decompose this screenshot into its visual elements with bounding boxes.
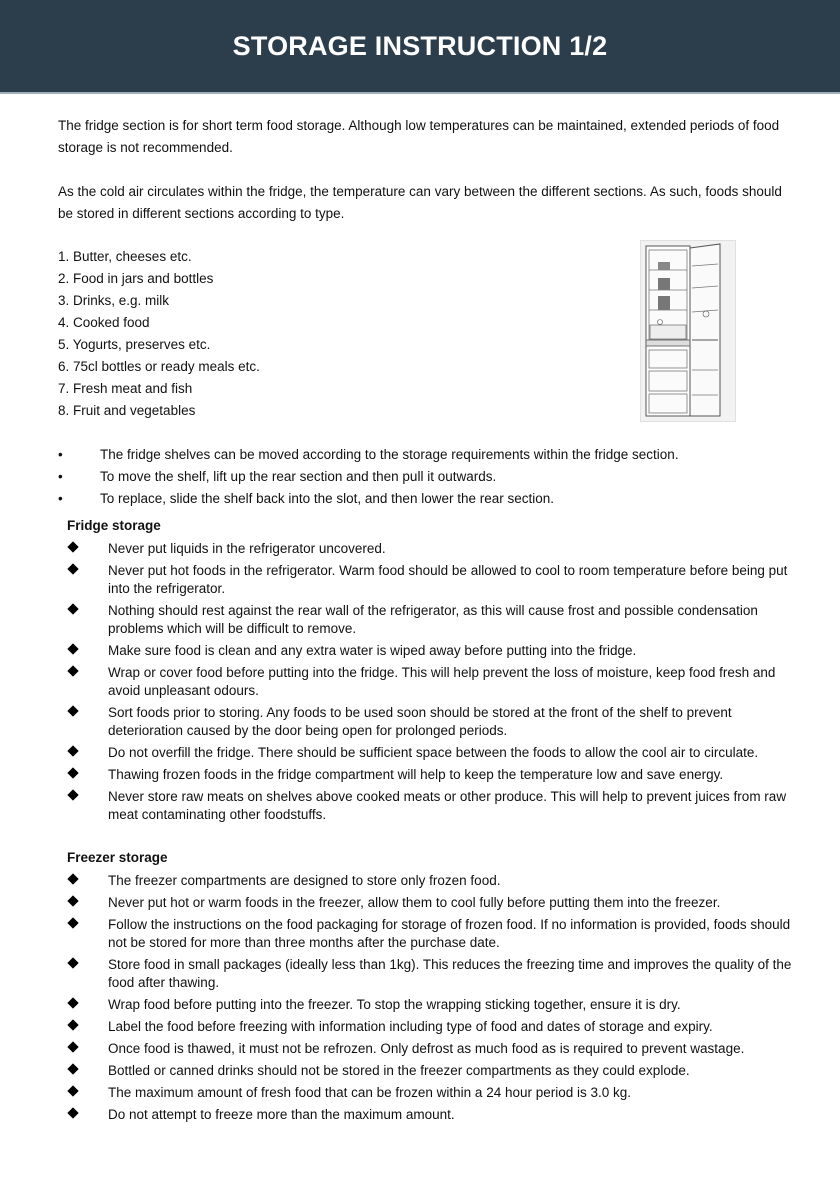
list-item: Label the food before freezing with information including type of food and dates of storage and expiry. <box>67 1018 797 1036</box>
fridge-storage-heading: Fridge storage <box>67 518 161 533</box>
fridge-storage-list <box>67 540 797 828</box>
diamond-bullet-icon <box>67 895 78 906</box>
page-header <box>0 0 840 94</box>
diamond-bullet-icon <box>67 1019 78 1030</box>
list-item: Bottled or canned drinks should not be stored in the freezer compartments as they could explode. <box>67 1062 797 1080</box>
list-item: Wrap food before putting into the freezer. To stop the wrapping sticking together, ensure it is dry. <box>67 996 797 1014</box>
list-item: Never put hot or warm foods in the freezer, allow them to cool fully before putting them into the freezer. <box>67 894 797 912</box>
intro-paragraph-1: The fridge section is for short term food storage. Although low temperatures can be maintained, extended periods of food storage is not recommended. <box>58 118 780 155</box>
list-item: 8. Fruit and vegetables <box>58 403 196 418</box>
list-item: Thawing frozen foods in the fridge compartment will help to keep the temperature low and save energy. <box>67 766 797 784</box>
list-item: 6. 75cl bottles or ready meals etc. <box>58 359 260 374</box>
list-item: Never put hot foods in the refrigerator. Warm food should be allowed to cool to room temperature before being put into the refrigerator. <box>67 562 797 598</box>
bullet-dot-icon: • <box>58 469 63 484</box>
diamond-bullet-icon <box>67 1041 78 1052</box>
numbered-storage-list <box>58 246 260 422</box>
list-item: Make sure food is clean and any extra water is wiped away before putting into the fridge. <box>67 642 797 660</box>
freezer-storage-list <box>67 872 797 1128</box>
list-item: • To move the shelf, lift up the rear section and then pull it outwards. <box>58 466 679 488</box>
freezer-storage-heading: Freezer storage <box>67 850 168 865</box>
diamond-bullet-icon <box>67 1085 78 1096</box>
list-item: 2. Food in jars and bottles <box>58 271 214 286</box>
diamond-bullet-icon <box>67 563 78 574</box>
diamond-bullet-icon <box>67 873 78 884</box>
fridge-diagram-illustration <box>640 240 736 422</box>
diamond-bullet-icon <box>67 643 78 654</box>
diamond-bullet-icon <box>67 745 78 756</box>
list-item: Once food is thawed, it must not be refrozen. Only defrost as much food as is required to prevent wastage. <box>67 1040 797 1058</box>
diamond-bullet-icon <box>67 997 78 1008</box>
intro-paragraph-2: As the cold air circulates within the fridge, the temperature can vary between the different sections. As such, foods should be stored in different sections according to type. <box>58 184 782 221</box>
list-item: Nothing should rest against the rear wall of the refrigerator, as this will cause frost and possible condensation problems which will be difficult to remove. <box>67 602 797 638</box>
diamond-bullet-icon <box>67 541 78 552</box>
list-item: Never store raw meats on shelves above cooked meats or other produce. This will help to prevent juices from raw meat contaminating other foodstuffs. <box>67 788 797 824</box>
list-item: Do not attempt to freeze more than the maximum amount. <box>67 1106 797 1124</box>
list-item: The maximum amount of fresh food that can be frozen within a 24 hour period is 3.0 kg. <box>67 1084 797 1102</box>
list-item: Follow the instructions on the food packaging for storage of frozen food. If no information is provided, foods should not be stored for more than three months after the purchase date. <box>67 916 797 952</box>
shelf-bullet-list <box>58 444 679 510</box>
list-item: 1. Butter, cheeses etc. <box>58 249 192 264</box>
diamond-bullet-icon <box>67 917 78 928</box>
diamond-bullet-icon <box>67 665 78 676</box>
diamond-bullet-icon <box>67 1107 78 1118</box>
diamond-bullet-icon <box>67 603 78 614</box>
diamond-bullet-icon <box>67 957 78 968</box>
page-title: STORAGE INSTRUCTION 1/2 <box>232 30 608 61</box>
list-item: Sort foods prior to storing. Any foods to be used soon should be stored at the front of the shelf to prevent deterioration caused by the door being open for prolonged periods. <box>67 704 797 740</box>
list-item: Do not overfill the fridge. There should be sufficient space between the foods to allow the cool air to circulate. <box>67 744 797 762</box>
diamond-bullet-icon <box>67 1063 78 1074</box>
list-item: 4. Cooked food <box>58 315 150 330</box>
list-item: • To replace, slide the shelf back into the slot, and then lower the rear section. <box>58 488 679 510</box>
list-item: Never put liquids in the refrigerator uncovered. <box>67 540 797 558</box>
bullet-dot-icon: • <box>58 447 63 462</box>
list-item: Wrap or cover food before putting into the fridge. This will help prevent the loss of moisture, keep food fresh and avoid unpleasant odours. <box>67 664 797 700</box>
diamond-bullet-icon <box>67 767 78 778</box>
list-item: 7. Fresh meat and fish <box>58 381 193 396</box>
list-item: The freezer compartments are designed to store only frozen food. <box>67 872 797 890</box>
diamond-bullet-icon <box>67 789 78 800</box>
list-item: • The fridge shelves can be moved according to the storage requirements within the fridge section. <box>58 444 679 466</box>
list-item: Store food in small packages (ideally less than 1kg). This reduces the freezing time and improves the quality of the food after thawing. <box>67 956 797 992</box>
bullet-dot-icon: • <box>58 491 63 506</box>
list-item: 3. Drinks, e.g. milk <box>58 293 170 308</box>
diamond-bullet-icon <box>67 705 78 716</box>
list-item: 5. Yogurts, preserves etc. <box>58 337 211 352</box>
